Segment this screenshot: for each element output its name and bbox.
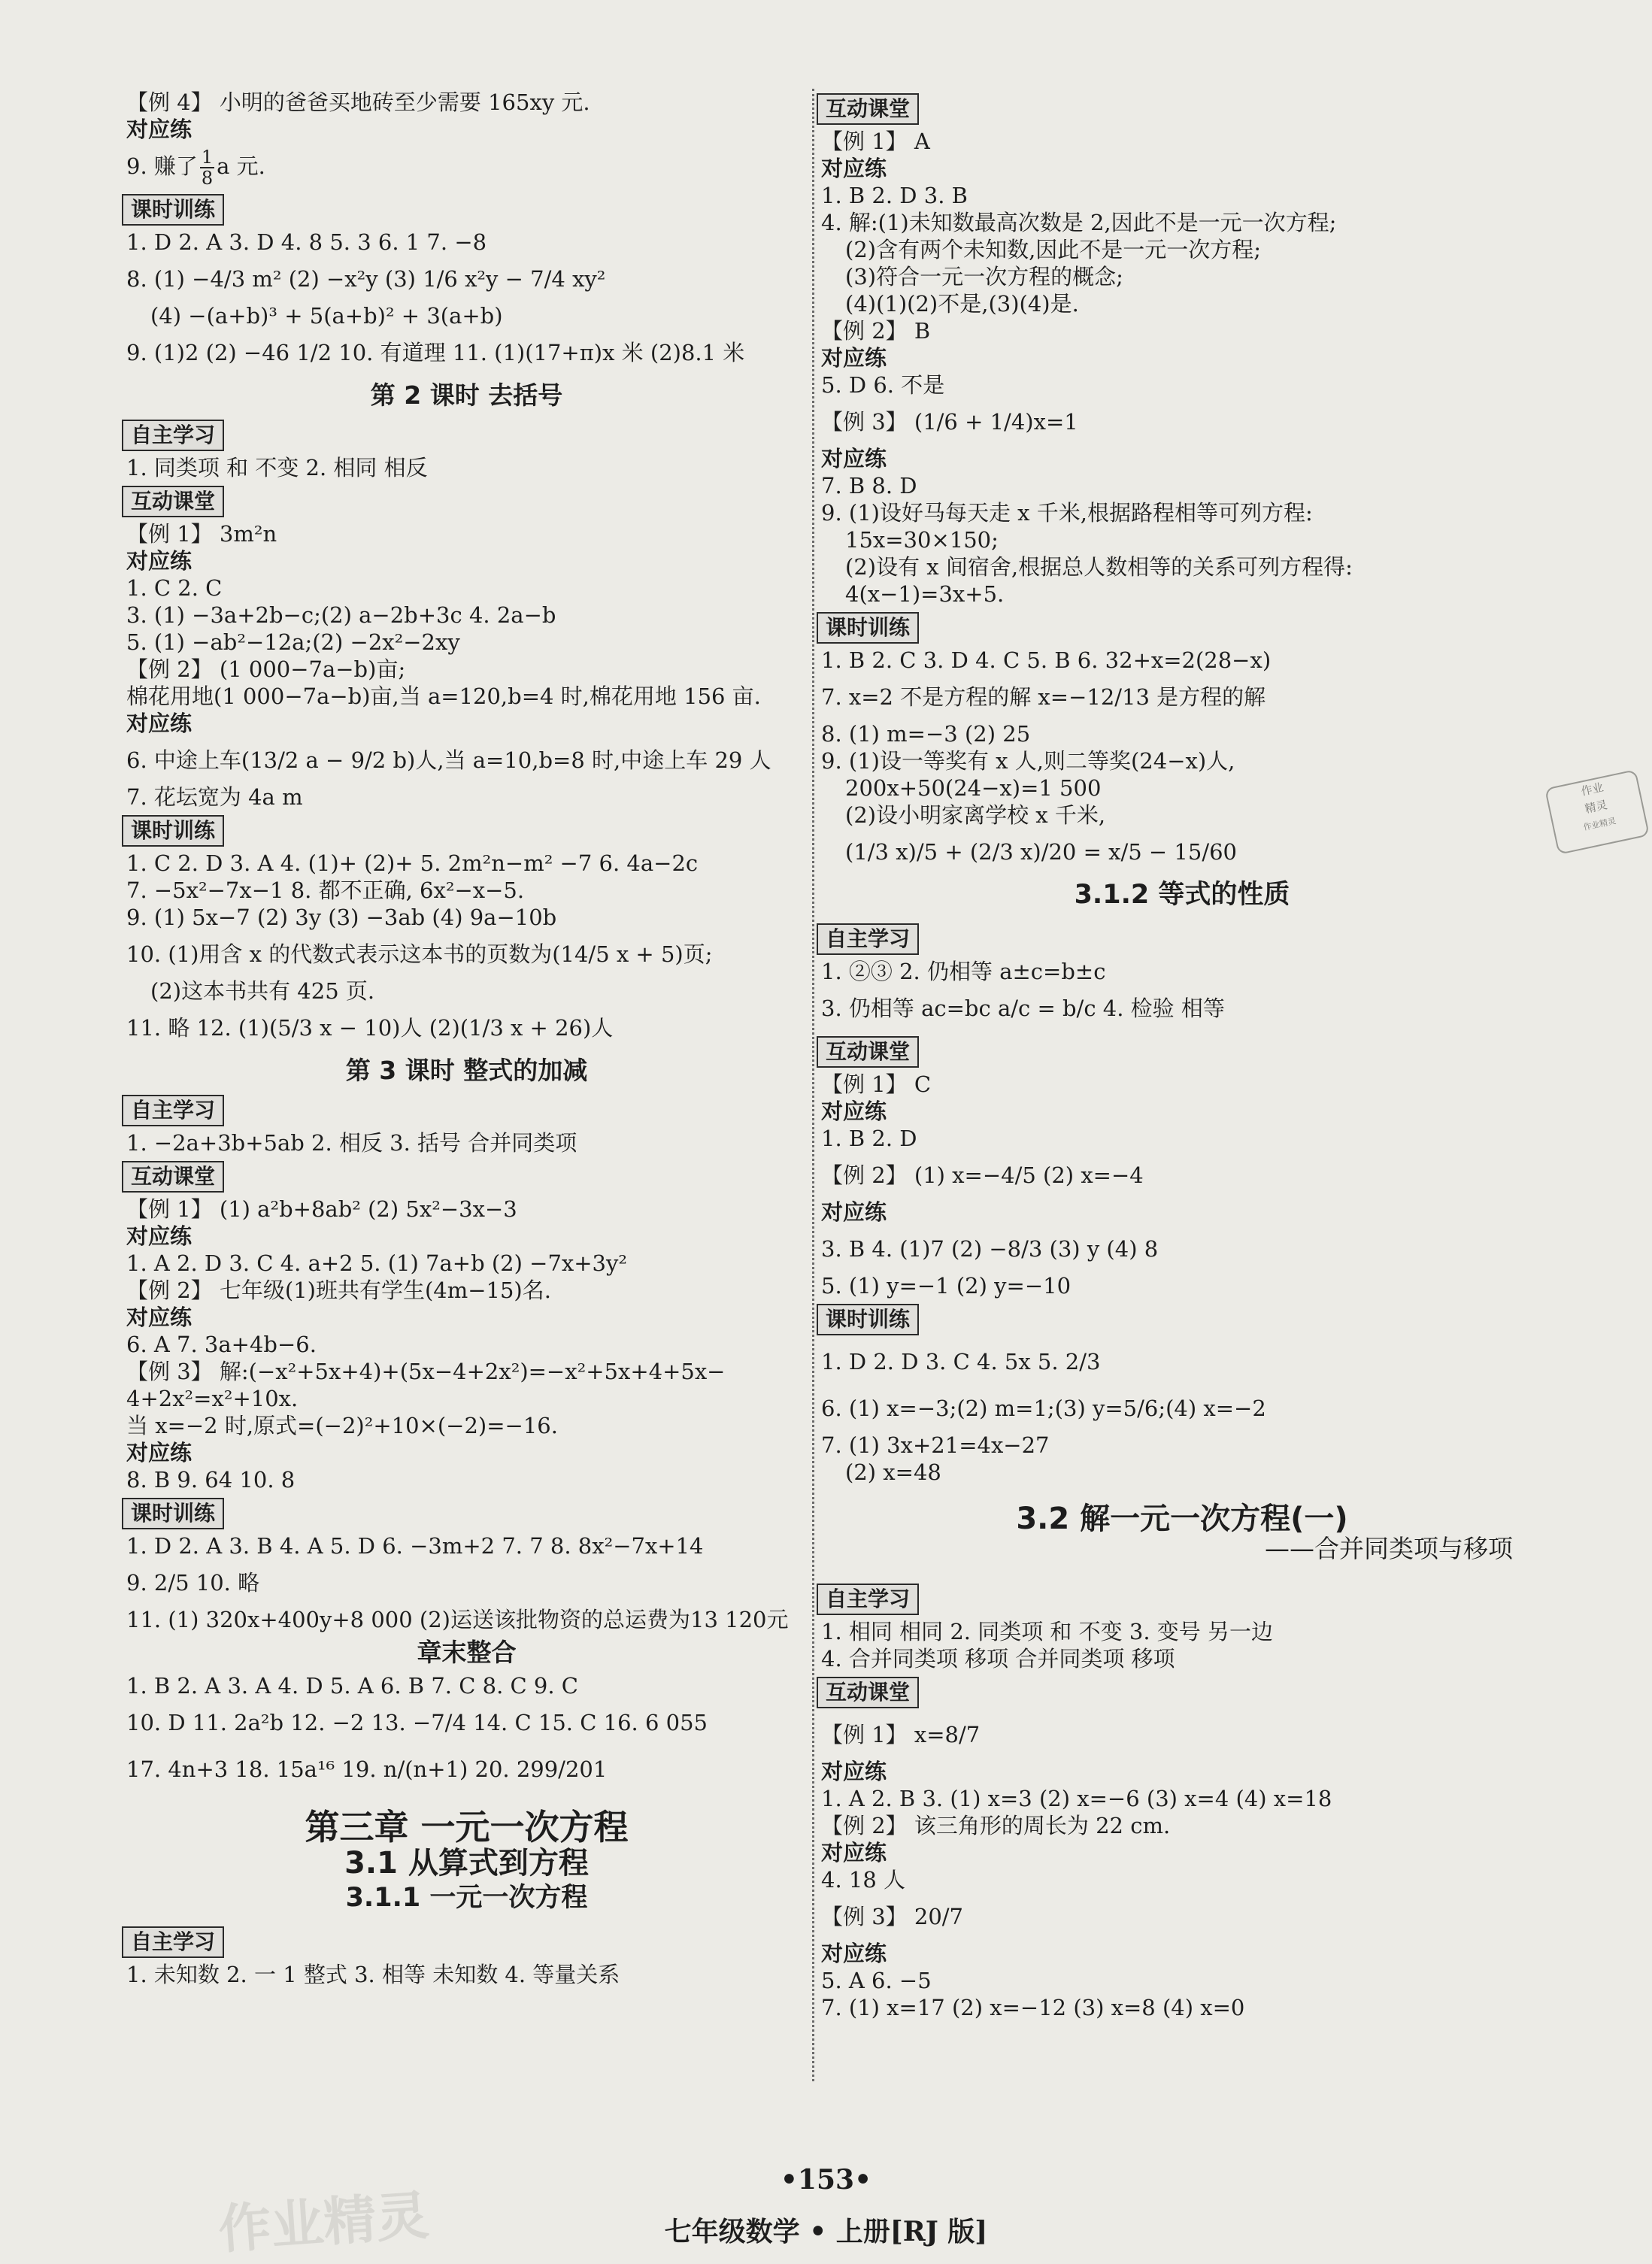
answer-line: (4)(1)(2)不是,(3)(4)是. <box>845 291 1079 317</box>
example-2: 【例 2】 B <box>821 318 931 344</box>
answer-line: 1. D 2. A 3. B 4. A 5. D 6. −3m+2 7. 7 8. 8x²−7x+14 <box>126 1533 704 1559</box>
practice-label: 对应练 <box>126 1440 192 1465</box>
practice-label: 对应练 <box>821 1099 887 1124</box>
section-tag: 自主学习 <box>122 1926 224 1958</box>
example-2: 【例 2】 (1) x=−4/5 (2) x=−4 <box>821 1162 1144 1188</box>
answer-line: 1. 未知数 2. 一 1 整式 3. 相等 未知数 4. 等量关系 <box>126 1962 620 1987</box>
answer-line: 7. −5x²−7x−1 8. 都不正确, 6x²−x−5. <box>126 877 525 903</box>
lesson-title: 第 2 课时 去括号 <box>370 380 563 410</box>
lesson-title: 第 3 课时 整式的加减 <box>345 1056 588 1085</box>
answer-line: 10. (1)用含 x 的代数式表示这本书的页数为(14/5 x + 5)页; <box>126 941 713 967</box>
example-3: 【例 3】 20/7 <box>821 1904 964 1929</box>
answer-line: 1. D 2. D 3. C 4. 5x 5. 2/3 <box>821 1349 1101 1374</box>
practice-label: 对应练 <box>821 156 887 181</box>
answer-line: 4. 解:(1)未知数最高次数是 2,因此不是一元一次方程; <box>821 210 1337 235</box>
section-tag: 自主学习 <box>817 923 919 955</box>
answer-line: 3. (1) −3a+2b−c;(2) a−2b+3c 4. 2a−b <box>126 602 556 628</box>
section-tag: 互动课堂 <box>122 486 224 517</box>
example-4: 【例 4】 小明的爸爸买地砖至少需要 165xy 元. <box>126 89 590 115</box>
answer-line: 棉花用地(1 000−7a−b)亩,当 a=120,b=4 时,棉花用地 156 亩. <box>126 683 761 709</box>
answer-line: 当 x=−2 时,原式=(−2)²+10×(−2)=−16. <box>126 1413 558 1438</box>
right-column <box>821 89 1543 2021</box>
column-divider <box>812 89 814 2081</box>
example-2: 【例 2】 (1 000−7a−b)亩; <box>126 656 406 682</box>
answer-line: (2)设有 x 间宿舍,根据总人数相等的关系可列方程得: <box>845 554 1353 580</box>
practice-label: 对应练 <box>126 117 192 142</box>
answer-line: 7. 花坛宽为 4a m <box>126 784 303 810</box>
chapter-review-title: 章末整合 <box>417 1638 517 1667</box>
subsection-title: 3.1.2 等式的性质 <box>1074 880 1290 910</box>
page-number: •153• <box>780 2164 872 2196</box>
example-1: 【例 1】 (1) a²b+8ab² (2) 5x²−3x−3 <box>126 1196 517 1222</box>
practice-label: 对应练 <box>126 711 192 736</box>
answer-line: 1. 同类项 和 不变 2. 相同 相反 <box>126 455 428 480</box>
section-tag: 互动课堂 <box>817 1036 919 1068</box>
answer-line: 1. −2a+3b+5ab 2. 相反 3. 括号 合并同类项 <box>126 1130 577 1156</box>
section-tag: 课时训练 <box>817 1304 919 1335</box>
example-1: 【例 1】 x=8/7 <box>821 1722 981 1747</box>
answer-line: 7. B 8. D <box>821 473 917 499</box>
section-tag: 课时训练 <box>817 612 919 644</box>
answer-line: (4) −(a+b)³ + 5(a+b)² + 3(a+b) <box>150 303 503 329</box>
answer-line: 1. C 2. C <box>126 575 223 601</box>
book-title: 七年级数学 • 上册[RJ 版] <box>664 2216 988 2247</box>
answer-line: 6. A 7. 3a+4b−6. <box>126 1332 317 1357</box>
answer-line: 4(x−1)=3x+5. <box>845 581 1005 607</box>
answer-line: 4+2x²=x²+10x. <box>126 1386 299 1411</box>
answer-line: 6. (1) x=−3;(2) m=1;(3) y=5/6;(4) x=−2 <box>821 1396 1266 1421</box>
answer-line: (2)设小明家离学校 x 千米, <box>845 802 1106 828</box>
answer-line: 1. D 2. A 3. D 4. 8 5. 3 6. 1 7. −8 <box>126 229 487 255</box>
answer-line: 17. 4n+3 18. 15a¹⁶ 19. n/(n+1) 20. 299/201 <box>126 1756 608 1782</box>
answer-line: 9. 赚了 $\frac{1}{8}$ a 元. <box>126 147 265 189</box>
section-title: 3.1 从算式到方程 <box>344 1846 589 1881</box>
answer-line: 8. B 9. 64 10. 8 <box>126 1467 296 1493</box>
practice-label: 对应练 <box>821 1199 887 1225</box>
answer-line: 200x+50(24−x)=1 500 <box>845 775 1102 801</box>
practice-label: 对应练 <box>126 548 192 574</box>
example-1: 【例 1】 A <box>821 129 930 154</box>
answer-line: 5. D 6. 不是 <box>821 372 945 398</box>
answer-line: 1. B 2. A 3. A 4. D 5. A 6. B 7. C 8. C 9. C <box>126 1673 578 1699</box>
section-tag: 课时训练 <box>122 194 224 226</box>
answer-line: 9. (1) 5x−7 (2) 3y (3) −3ab (4) 9a−10b <box>126 905 557 930</box>
answer-line: 7. (1) 3x+21=4x−27 <box>821 1432 1050 1458</box>
left-column <box>126 89 807 1988</box>
section-tag: 课时训练 <box>122 1498 224 1529</box>
answer-line: 4. 合并同类项 移项 合并同类项 移项 <box>821 1646 1175 1671</box>
example-1: 【例 1】 C <box>821 1071 932 1097</box>
example-2: 【例 2】 该三角形的周长为 22 cm. <box>821 1813 1171 1838</box>
answer-line: 9. (1)设好马每天走 x 千米,根据路程相等可列方程: <box>821 500 1313 526</box>
answer-line: 5. (1) −ab²−12a;(2) −2x²−2xy <box>126 629 460 655</box>
section-title: 3.2 解一元一次方程(一) <box>1016 1502 1348 1536</box>
answer-line: 7. x=2 不是方程的解 x=−12/13 是方程的解 <box>821 684 1266 710</box>
example-3: 【例 3】 (1/6 + 1/4)x=1 <box>821 409 1078 435</box>
section-subtitle: ——合并同类项与移项 <box>1265 1534 1513 1563</box>
practice-label: 对应练 <box>821 1840 887 1865</box>
answer-line: 9. 2/5 10. 略 <box>126 1570 260 1596</box>
section-tag: 课时训练 <box>122 815 224 847</box>
section-tag: 自主学习 <box>122 1095 224 1126</box>
answer-line: 9. (1)2 (2) −46 1/2 10. 有道理 11. (1)(17+π)x 米 (2)8.1 米 <box>126 340 745 365</box>
example-2: 【例 2】 七年级(1)班共有学生(4m−15)名. <box>126 1277 551 1303</box>
section-tag: 自主学习 <box>817 1584 919 1615</box>
stamp-logo: 作业 精灵 作业精灵 <box>1544 769 1650 855</box>
practice-label: 对应练 <box>821 345 887 371</box>
answer-line: (2) x=48 <box>845 1459 941 1485</box>
answer-line: 11. (1) 320x+400y+8 000 (2)运送该批物资的总运费为13 120元 <box>126 1607 789 1632</box>
practice-label: 对应练 <box>821 1941 887 1966</box>
answer-line: 1. B 2. D 3. B <box>821 183 968 208</box>
answer-line: 1. B 2. C 3. D 4. C 5. B 6. 32+x=2(28−x) <box>821 647 1272 673</box>
answer-line: 1. A 2. D 3. C 4. a+2 5. (1) 7a+b (2) −7x+3y² <box>126 1250 628 1276</box>
answer-line: 4. 18 人 <box>821 1867 906 1893</box>
answer-line: 1. ②③ 2. 仍相等 a±c=b±c <box>821 959 1106 984</box>
practice-label: 对应练 <box>126 1223 192 1249</box>
section-tag: 自主学习 <box>122 420 224 451</box>
answer-line: 1. A 2. B 3. (1) x=3 (2) x=−6 (3) x=4 (4) x=18 <box>821 1786 1332 1811</box>
answer-line: 8. (1) −4/3 m² (2) −x²y (3) 1/6 x²y − 7/4 xy² <box>126 266 606 292</box>
answer-line: (2)这本书共有 425 页. <box>150 978 375 1004</box>
chapter-title: 第三章 一元一次方程 <box>305 1807 629 1847</box>
answer-line: 1. C 2. D 3. A 4. (1)+ (2)+ 5. 2m²n−m² −7 6. 4a−2c <box>126 850 699 876</box>
answer-line: 1. B 2. D <box>821 1126 917 1151</box>
practice-label: 对应练 <box>821 446 887 471</box>
section-tag: 互动课堂 <box>817 93 919 125</box>
example-3: 【例 3】 解:(−x²+5x+4)+(5x−4+2x²)=−x²+5x+4+5x− <box>126 1359 726 1384</box>
example-1: 【例 1】 3m²n <box>126 521 277 547</box>
subsection-title: 3.1.1 一元一次方程 <box>345 1883 588 1913</box>
answer-line: 3. 仍相等 ac=bc a/c = b/c 4. 检验 相等 <box>821 996 1225 1021</box>
answer-line: 8. (1) m=−3 (2) 25 <box>821 721 1031 747</box>
answer-line: (2)含有两个未知数,因此不是一元一次方程; <box>845 237 1262 262</box>
answer-line: 11. 略 12. (1)(5/3 x − 10)人 (2)(1/3 x + 26)人 <box>126 1015 614 1041</box>
practice-label: 对应练 <box>821 1759 887 1784</box>
answer-line: 10. D 11. 2a²b 12. −2 13. −7/4 14. C 15. C 16. 6 055 <box>126 1710 708 1735</box>
section-tag: 互动课堂 <box>817 1677 919 1708</box>
answer-line: 3. B 4. (1)7 (2) −8/3 (3) y (4) 8 <box>821 1236 1159 1262</box>
answer-line: 6. 中途上车(13/2 a − 9/2 b)人,当 a=10,b=8 时,中途上车 29 人 <box>126 747 771 773</box>
answer-line: (1/3 x)/5 + (2/3 x)/20 = x/5 − 15/60 <box>845 839 1237 865</box>
answer-line: 5. (1) y=−1 (2) y=−10 <box>821 1273 1072 1299</box>
answer-line: 9. (1)设一等奖有 x 人,则二等奖(24−x)人, <box>821 748 1235 774</box>
watermark: 作业精灵 <box>216 2184 431 2261</box>
answer-line: 15x=30×150; <box>845 527 999 553</box>
section-tag: 互动课堂 <box>122 1161 224 1193</box>
answer-line: (3)符合一元一次方程的概念; <box>845 264 1123 289</box>
answer-line: 7. (1) x=17 (2) x=−12 (3) x=8 (4) x=0 <box>821 1995 1245 2020</box>
answer-line: 5. A 6. −5 <box>821 1968 932 1993</box>
practice-label: 对应练 <box>126 1305 192 1330</box>
answer-line: 1. 相同 相同 2. 同类项 和 不变 3. 变号 另一边 <box>821 1619 1273 1644</box>
